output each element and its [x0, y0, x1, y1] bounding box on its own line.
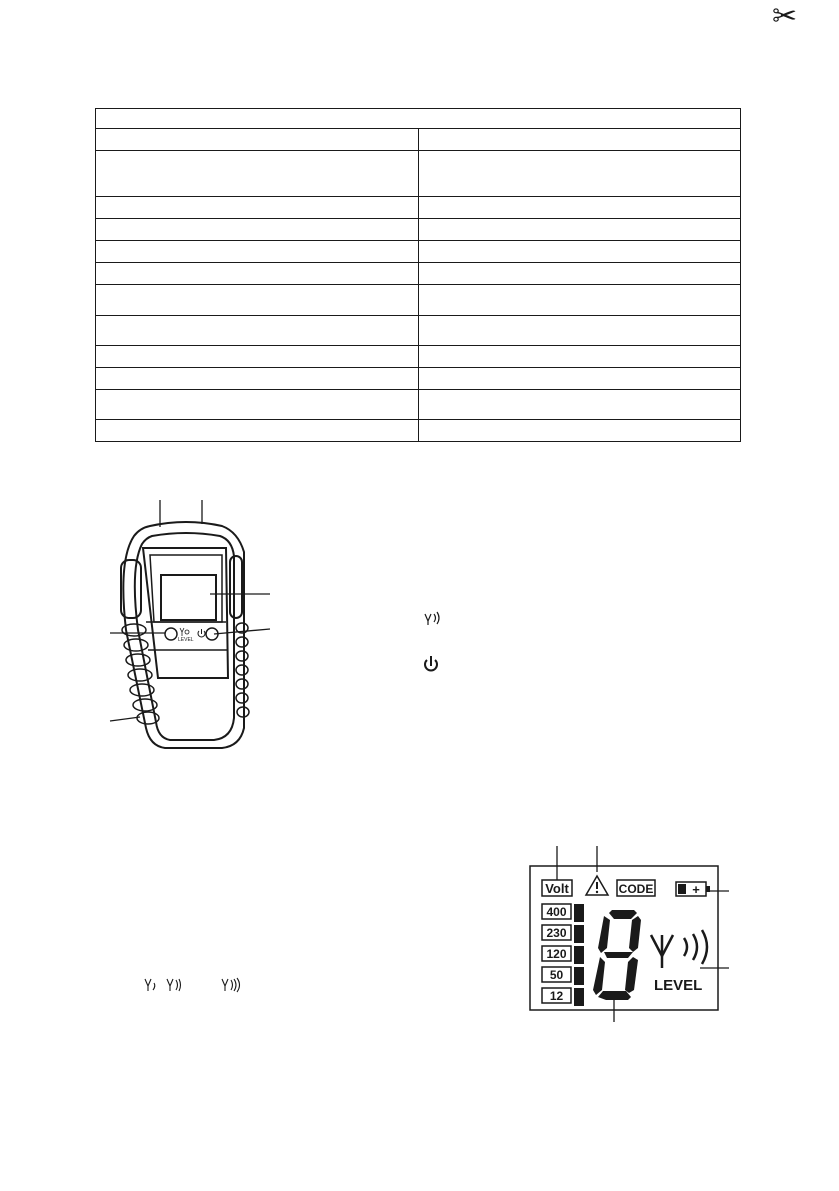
voltage-scale-label: 12: [549, 989, 564, 1003]
lcd-antenna-icon: [651, 930, 707, 968]
lcd-level-label: LEVEL: [654, 977, 703, 994]
voltage-indicator-bar: [574, 925, 584, 943]
scissors-icon: ✂: [772, 0, 798, 34]
voltage-indicator-bar: [574, 946, 584, 964]
voltage-indicator-bar: [574, 967, 584, 985]
voltage-scale: [542, 904, 584, 1006]
warning-icon: [586, 876, 608, 895]
voltage-indicator-bar: [574, 988, 584, 1006]
voltage-scale-label: 230: [546, 926, 567, 940]
voltage-scale-label: 50: [549, 968, 564, 982]
battery-icon: [676, 882, 710, 897]
device-level-label: LEVEL: [178, 637, 194, 643]
voltage-indicator-bar: [574, 904, 584, 922]
voltage-scale-label: 400: [546, 905, 567, 919]
voltage-scale-label: 120: [546, 947, 567, 961]
code-label: CODE: [618, 882, 654, 896]
volt-label: Volt: [545, 881, 569, 896]
seven-segment-digit: [593, 910, 641, 1000]
battery-plus: +: [692, 882, 700, 897]
